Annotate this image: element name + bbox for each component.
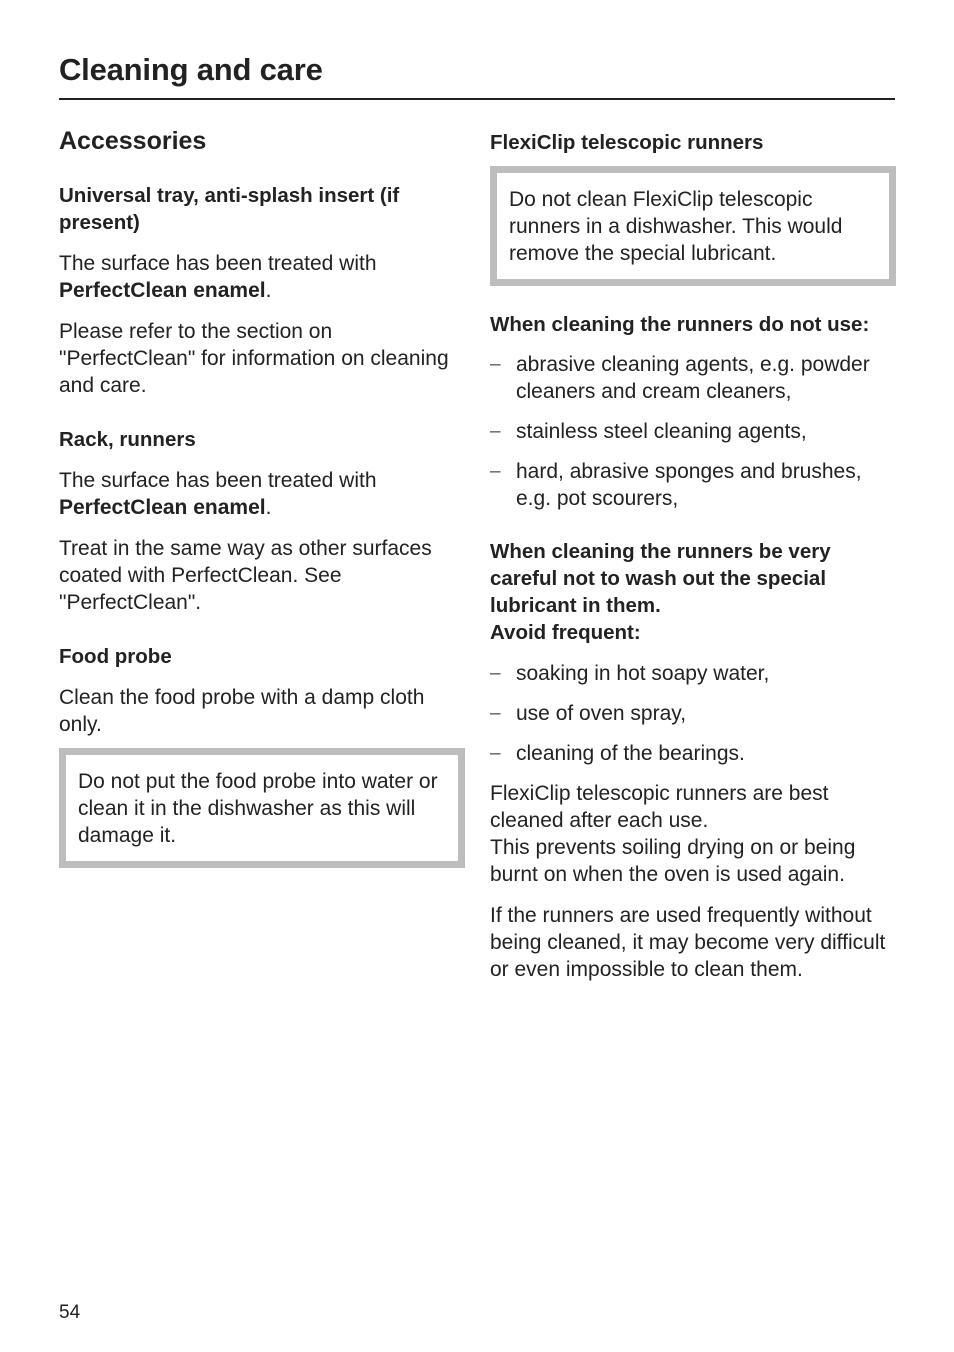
rack-paragraph-2: Treat in the same way as other surfaces coated with PerfectClean. See "PerfectClean".	[59, 537, 432, 614]
probe-notice-box	[59, 748, 465, 868]
heading-flexiclip: FlexiClip telescopic runners	[490, 131, 764, 154]
page-title: Cleaning and care	[59, 52, 323, 87]
list-item: – use of oven spray,	[490, 700, 895, 727]
rack-p1-bold: PerfectClean enamel	[59, 496, 266, 519]
list-item: – cleaning of the bearings.	[490, 740, 895, 767]
best-cleaned-paragraph	[490, 780, 895, 888]
tray-p1-bold: PerfectClean enamel	[59, 279, 266, 302]
probe-notice-text: Do not put the food probe into water or clean it in the dishwasher as this will damage it.	[78, 770, 438, 847]
tray-paragraph-1	[59, 250, 469, 304]
rack-p1-text: The surface has been treated with	[59, 469, 377, 492]
list-item: – abrasive cleaning agents, e.g. powder cleaners and cream cleaners,	[490, 351, 895, 405]
do-not-use-list	[490, 351, 895, 512]
heading-careful	[490, 538, 895, 646]
list-item: – hard, abrasive sponges and brushes, e.g. pot scourers,	[490, 458, 895, 512]
rack-paragraph-1	[59, 467, 469, 521]
tray-paragraph-2: Please refer to the section on "PerfectClean" for information on cleaning and care.	[59, 320, 449, 397]
probe-paragraph-1: Clean the food probe with a damp cloth only.	[59, 686, 425, 736]
avoid-list	[490, 660, 895, 767]
right-column	[490, 124, 895, 983]
avoid-frequent-text: Avoid frequent:	[490, 621, 641, 644]
section-heading-accessories: Accessories	[59, 127, 207, 155]
list-item: – soaking in hot soapy water,	[490, 660, 895, 687]
flexiclip-notice-text: Do not clean FlexiClip telescopic runners in a dishwasher. This would remove the special lubricant.	[509, 188, 843, 265]
best-cleaned-text-2: This prevents soiling drying on or being burnt on when the oven is used again.	[490, 836, 856, 886]
rack-p1-end: .	[265, 496, 272, 519]
best-cleaned-text-1: FlexiClip telescopic runners are best cleaned after each use.	[490, 782, 829, 832]
list-item: – stainless steel cleaning agents,	[490, 418, 895, 445]
tray-p1-text: The surface has been treated with	[59, 252, 377, 275]
heading-rack-runners: Rack, runners	[59, 428, 196, 451]
title-rule	[59, 98, 895, 100]
heading-universal-tray: Universal tray, anti-splash insert (if present)	[59, 184, 400, 234]
left-column	[59, 124, 469, 868]
heading-food-probe: Food probe	[59, 645, 172, 668]
careful-text: When cleaning the runners be very careful not to wash out the special lubricant in them.	[490, 540, 831, 617]
flexiclip-notice-box	[490, 166, 896, 286]
frequent-use-paragraph: If the runners are used frequently without being cleaned, it may become very difficult or even impossible to clean them.	[490, 904, 886, 981]
heading-do-not-use: When cleaning the runners do not use:	[490, 313, 870, 336]
page-number: 54	[59, 1302, 81, 1323]
tray-p1-end: .	[265, 279, 272, 302]
